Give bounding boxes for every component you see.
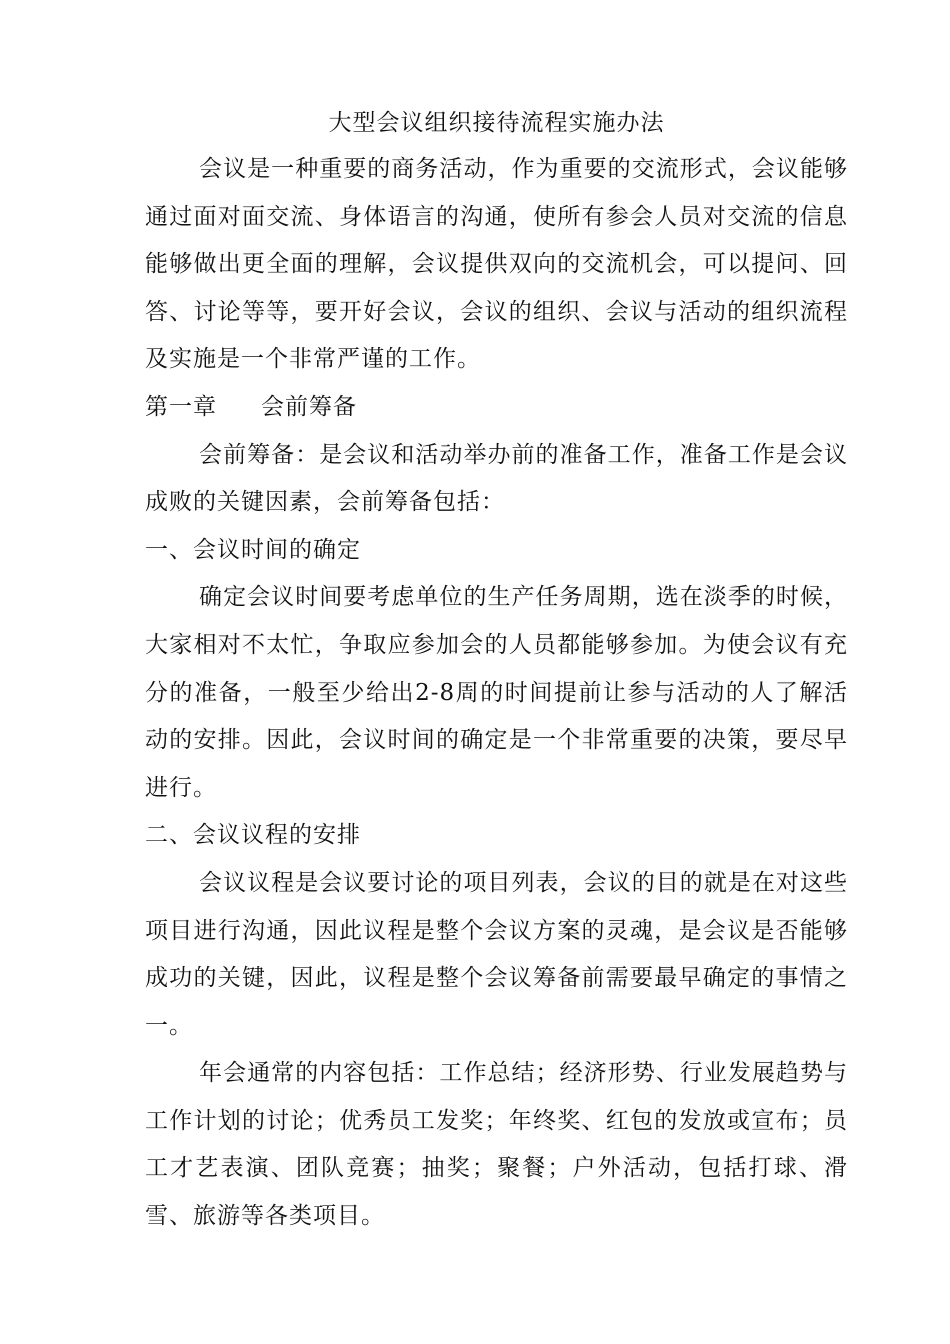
section-heading-agenda: 二、会议议程的安排 [145, 822, 361, 849]
chapter-heading [145, 384, 848, 432]
chapter-name: 会前筹备 [261, 393, 357, 420]
section-body-time: 确定会议时间要考虑单位的生产任务周期，选在淡季的时候，大家相对不太忙，争取应参加会的人员都能够参加。为使会议有充分的准备，一般至少给出2-8周的时间提前让参与活动的人了解活动的安排。因此，会议时间的确定是一个非常重要的决策，要尽早进行。 [145, 584, 848, 801]
document-page [145, 100, 848, 1241]
chapter-number: 第一章 [145, 393, 217, 420]
section-body-agenda: 会议议程是会议要讨论的项目列表，会议的目的就是在对这些项目进行沟通，因此议程是整个会议方案的灵魂，是会议是否能够成功的关键，因此，议程是整个会议筹备前需要最早确定的事情之一。 [145, 869, 848, 1039]
intro-paragraph: 会议是一种重要的商务活动，作为重要的交流形式，会议能够通过面对面交流、身体语言的沟通，使所有参会人员对交流的信息能够做出更全面的理解，会议提供双向的交流机会，可以提问、回答、讨论等等，要开好会议，会议的组织、会议与活动的组织流程及实施是一个非常严谨的工作。 [145, 156, 848, 373]
chapter-intro-paragraph: 会前筹备：是会议和活动举办前的准备工作，准备工作是会议成败的关键因素，会前筹备包括： [145, 441, 848, 516]
document-title: 大型会议组织接待流程实施办法 [328, 110, 665, 136]
section-body-annual-meeting: 年会通常的内容包括：工作总结；经济形势、行业发展趋势与工作计划的讨论；优秀员工发奖；年终奖、红包的发放或宣布；员工才艺表演、团队竞赛；抽奖；聚餐；户外活动，包括打球、滑雪、旅游等各类项目。 [145, 1060, 848, 1230]
section-heading-time: 一、会议时间的确定 [145, 536, 361, 563]
